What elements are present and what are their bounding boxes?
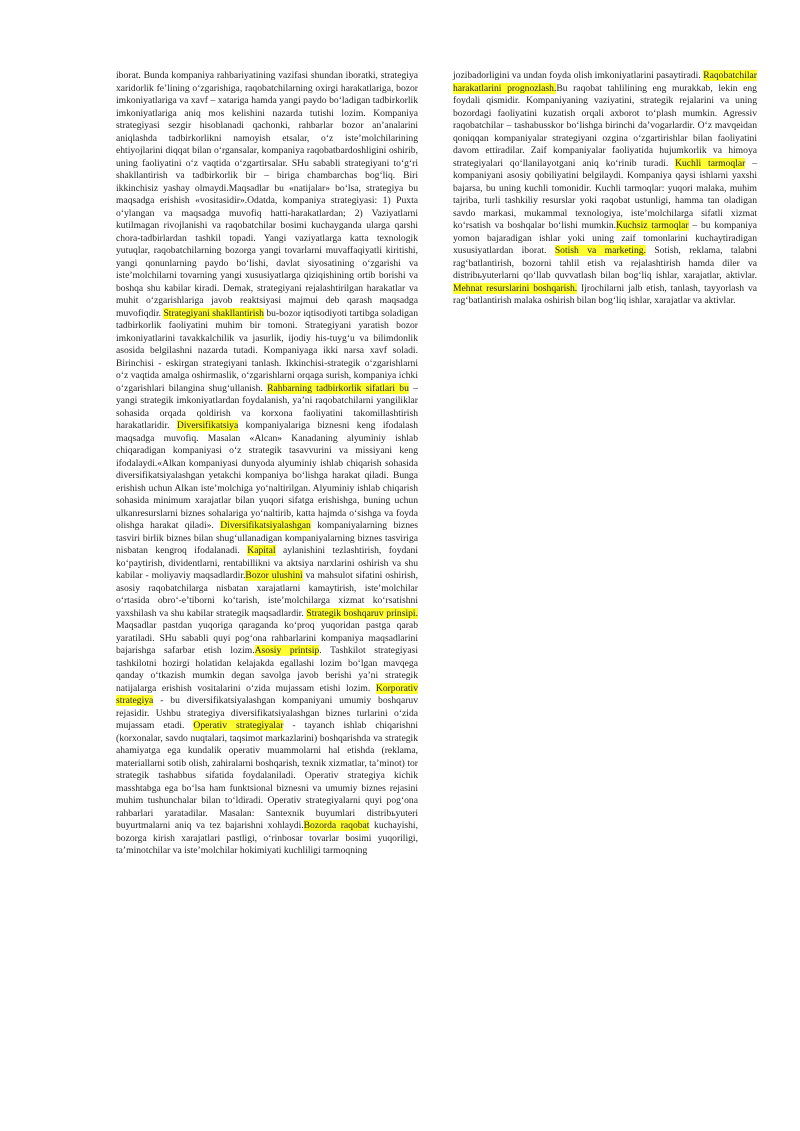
text-run: kompaniyalarning biznes tasviri birlik biznes bilan shug‘ullanadigan kompaniyalarning biznes tasviriga nisbatan kengroq ifodalanadi. <box>116 520 418 556</box>
text-run: kompaniyalariga biznesni keng ifodalash maqsadga muvofiq. Masalan «Alcan» Kanadaning alyuminiy ishlab chiqaradigan kompaniyasi o‘z strategik tasavvurini va missiyani keng ifodalaydi.«Alkan kompaniyasi dunyoda alyuminiy ishlab chiqarish sohasida diversifikatsiyalashgan yetakchi kompaniya bo‘lishga harakat qiladi. Bunga erishish uchun Alkan iste’molchiga yo‘naltirilgan. Alyuminiy ishlab chiqarish sohasida minimum xarajatlar bilan yuqori sifatga erishishga, buning uchun ulkanresurslarni biznes sohalariga yo‘naltirib, katta hajmda o‘sishga va foyda olishga harakat qiladi». <box>116 420 418 531</box>
text-run: – bu kompaniya yomon bajaradigan ishlar yoki uning zaif tomonlarini kuchaytiradigan xususiyatlardan iborat. <box>453 220 757 256</box>
highlighted-term: Korporativ strategiya <box>116 682 418 706</box>
text-column-right <box>453 70 757 308</box>
text-run: bu-bozor iqtisodiyoti tartibga soladigan tadbirkorlik faoliyatini muhim bir tomoni. Strategiyani yaratish bozor imkoniyatlarini tavakkalchilik va jasurlik, ijodiy his-tuyg‘u va bilimdonlik asosida belgilashni nazarda tutadi. Kompaniyaga ikki narsa xavf soladi. Birinchisi - eskirgan strategiyani tanlash. Ikkinchisi-strategik o‘zgarishlarni o‘z vaqtida amalga oshirmaslik, o‘zgarishlarni orqaga surish, kompaniya ichki o‘zgarishlari bilangina shug‘ullanish. <box>116 307 418 394</box>
highlighted-term: Sotish va marketing. <box>554 245 646 256</box>
text-run: iborat. Bunda kompaniya rahbariyatining vazifasi shundan iboratki, strategiya xaridorlik fe’lining o‘zgarishiga, raqobatchilarning oxirgi harakatlariga, bozor imkoniyatlariga va xavf – xatariga hamda yangi paydo bo‘ladigan tadbirkorlik imkoniyatlariga aniq mos kelishini nazarda tutishi lozim. Kompaniya strategiyasi sezgir hisoblanadi qachonki, rahbarlar bozor an’analarini aniqlashda tadbirkorlikni namoyish etsalar, o‘z iste’molchilarining ehtiyojlarini diqqat bilan o‘rgansalar, kompaniya raqobatbardoshligini oshirib, uning faoliyatini o‘z vaqtida o‘zgartirsalar. SHu sababli strategiyani to‘g‘ri shakllantirish va tadbirkorlik bir – biriga chambarchas bog‘liq. Biri ikkinchisiz yashay olmaydi.Maqsadlar bu «natijalar» bo‘lsa, strategiya bu maqsadga erishish «vositasidir».Odatda, kompaniya strategiyasi: 1) Puxta o‘ylangan va maqsadga muvofiq hatti-harakatlardan; 2) Vaziyatlarni kutilmagan rivojlanishi va raqobatchilar bosimi kuchayganda ularga qarshi chora-tadbirlardan tashkil topadi. Yangi vaziyatlarga katta texnologik yutuqlar, raqobatchilarning bozorga yangi tovarlarni muvaffaqiyatli kiritishi, yangi qonunlarning paydo bo‘lishi, davlat siyosatining o‘zgarishi va iste’molchilarni tovarning yangi xususiyatlarga qiziqishining ortib borishi va boshqa shu kabilar kiradi. Demak, strategiyani rejalashtirilgan harakatlar va muhit o‘zgarishlariga javob reaktsiyasi majmui deb qarash maqsadga muvofiqdir. <box>116 70 418 319</box>
text-run: – yangi strategik imkoniyatlardan foydalanish, ya’ni raqobatchilarni yangiliklar sohasida orqada qoldirish va korxona faoliyatini takomillashtirish harakatlaridir. <box>116 382 418 431</box>
highlighted-term: Kuchsiz tarmoqlar <box>616 220 689 231</box>
text-run: - tayanch ishlab chiqarishni (korxonalar, savdo nuqtalari, taqsimot markazlarini) boshqarishda va strategik ahamiyatga ega kundalik operativ muammolarni hal etishda (reklama, materiallarni sotib olish, zahiralarni boshqarish, texnik xizmatlar, ta’minot) tor strategik tashabbus sifatida foydalaniladi. Operativ strategiya kichik masshtabga ega bo‘lsa ham funktsional biznesni va umumiy biznes rejasini muhim tushunchalar bilan to‘ldiradi. Operativ strategiyalarni quyi pog‘ona rahbarlari yaratadilar. Masalan: Santexnik buyumlari distribьyuteri buyurtmalarni aniq va tez bajarishni xohlaydi. <box>116 720 418 831</box>
text-run: va mahsulot sifatini oshirish, asosiy raqobatchilarga nisbatan xarajatlarni kamaytirish, iste’molchilar o‘rtasida obro‘-e’tiborni ko‘tarish, iste’molchilarga xizmat ko‘rsatishni yaxshilash va shu kabilar strategik maqsadlardir. <box>116 570 418 619</box>
highlighted-term: Operativ strategiyalar <box>193 720 284 731</box>
text-run: aylanishini tezlashtirish, foydani ko‘paytirish, dividentlarni, rentabillikni va aktsiya narxlarini oshirish va shu kabilar - moliyaviy maqsadlardir. <box>116 545 419 581</box>
highlighted-term: Kapital <box>247 545 276 556</box>
text-run: Bu raqobat tahlilining eng murakkab, lekin eng foydali qismidir. Kompaniyaning vaziyatini, strategik rejalarini va uning bozordagi faoliyatini kuzatish orqali axborot to‘plash mumkin. Agressiv raqobatchilar – tashabusskor bo‘lishga birinchi da’vogarlardir. O‘z mavqeidan qoniqqan kompaniyalar strategiyani ozgina o‘zgartirishlar bilan faoliyatini davom ettiradilar. Zaif kompaniyalar faoliyatida hujumkorlik va himoya strategiyalari qo‘llanilayotgani aniq ko‘rinib turadi. <box>453 82 757 169</box>
text-run: Ijrochilarni jalb etish, tanlash, tayyorlash va rag‘batlantirish malaka oshirish bilan bog‘liq ishlar, xarajatlar va aktivlar. <box>453 282 757 306</box>
text-run: - bu diversifikatsiyalashgan kompaniyani umumiy boshqaruv rejasidir. Ushbu strategiya diversifikatsiyalashgan biznes turlarini o‘zida mujassam etadi. <box>116 695 418 731</box>
highlighted-term: Strategik boshqaruv prinsipi. <box>306 607 418 619</box>
highlighted-term: Asosiy printsip <box>254 645 320 656</box>
highlighted-term: Diversifikatsiyalashgan <box>220 520 311 531</box>
text-run: kuchayishi, bozorga kirish xarajatlari pastligi, o‘rinbosar tovarlar bosimi yuqoriligi, ta’minotchilar va iste’molchilar hokimiyati kuchliligi tarmoqning <box>116 820 418 856</box>
highlighted-term: Bozor ulushini <box>245 570 303 581</box>
text-run: jozibadorligini va undan foyda olish imkoniyatlarini pasaytiradi. <box>453 70 704 81</box>
highlighted-term: Diversifikatsiya <box>176 420 239 431</box>
highlighted-term: Raqobatchilar harakatlarini prognozlash. <box>453 70 757 94</box>
text-run: Maqsadlar pastdan yuqoriga qaraganda ko‘proq yuqoridan pastga qarab yaratiladi. SHu sababli quyi pog‘ona rahbarlarini kompaniya maqsadlarini bajarishga safarbar etish lozim. <box>116 620 418 656</box>
highlighted-term: Rahbarning tadbirkorlik sifatlari bu <box>267 382 409 394</box>
highlighted-term: Bozorda raqobat <box>303 820 370 831</box>
highlighted-term: Strategiyani shakllantirish <box>163 307 264 319</box>
paragraph <box>116 70 418 858</box>
highlighted-term: Kuchli tarmoqlar <box>675 157 746 169</box>
highlighted-term: Mehnat resurslarini boshqarish. <box>453 282 578 294</box>
text-column-left <box>116 70 418 858</box>
text-run: . Tashkilot strategiyasi tashkilotni hozirgi holatidan kelajakda egallashi lozim bo‘lgan mavqega qanday o‘tkazish mumkin degan savolga javob berishi ya’ni strategik natijalarga erishish vositalarini o‘zida mujassam etishi lozim. <box>116 645 418 694</box>
text-run: – kompaniyani asosiy qobiliyatini belgilaydi. Kompaniya qaysi ishlarni yaxshi bajarsa, bu uning kuchli tomonidir. Kuchli tarmoqlar: yuqori malaka, muhim tajriba, turli tashkiliy resurslar yoki raqobat ustunligi, hamma tan oladigan savdo markasi, mukammal texnologiya, iste’molchilarga sifatli xizmat ko‘rsatish va boshqalar bo‘lishi mumkin. <box>453 157 757 231</box>
paragraph <box>453 70 757 308</box>
text-run: Sotish, reklama, talabni rag‘batlantirish, bozorni tahlil etish va rejalashtirish hamda diler va distribьyuterlarni qo‘llab quvvatlash bilan bog‘liq ishlar, xarajatlar, aktivlar. <box>453 245 757 281</box>
